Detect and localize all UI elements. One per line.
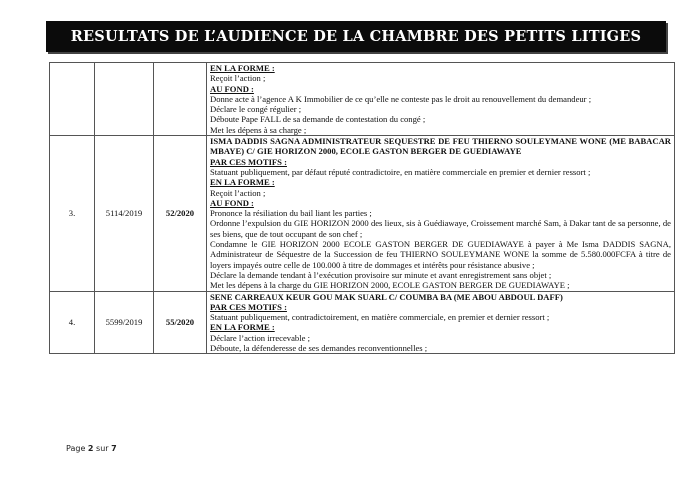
docket-number-cell [95, 63, 154, 136]
case-number-cell: 3. [50, 136, 95, 291]
ruling-line: Déclare l’action irrecevable ; [210, 332, 310, 343]
ruling-text-cell [207, 136, 675, 291]
ruling-line: Déclare le congé régulier ; [210, 104, 302, 115]
ruling-line: Reçoit l’action ; [210, 73, 266, 84]
table-row [50, 291, 675, 354]
table-row [50, 63, 675, 136]
ruling-line: Met les dépens à sa charge ; [210, 124, 307, 135]
ruling-line: Met les dépens à la charge du GIE HORIZON 2000, ECOLE GASTON BERGER DE GUEDIAWAYE ; [210, 280, 570, 291]
ruling-line: Déboute, la défenderesse de ses demandes reconventionnelles ; [210, 343, 428, 354]
ruling-section-heading: EN LA FORME : [210, 63, 275, 73]
ruling-line: Prononce la résiliation du bail liant les parties ; [210, 208, 372, 219]
results-table-body [50, 63, 675, 354]
ruling-line: Statuant publiquement, contradictoirement, en matière commerciale, en premier et dernier ressort ; [210, 312, 550, 323]
page-sep: sur [96, 444, 109, 453]
page-footer [66, 444, 117, 453]
ruling-section-heading: EN LA FORME : [210, 322, 275, 333]
page-label: Page [66, 444, 86, 453]
decision-number-cell: 52/2020 [154, 136, 207, 291]
docket-number-cell: 5599/2019 [95, 291, 154, 354]
ruling-section-heading: EN LA FORME : [210, 177, 275, 188]
ruling-line: Déboute Pape FALL de sa demande de contestation du congé ; [210, 114, 426, 125]
ruling-section-heading: PAR CES MOTIFS : [210, 156, 287, 167]
ruling-line: Condamne le GIE HORIZON 2000 ECOLE GASTON BERGER DE GUEDIAWAYE à payer à Me Isma DADDIS SAGNA, Administrateur de Séquestre de la Succession de feu THIERNO SOULEYMANE WONE la somme de 5.580.000FCFA à titre de loyers impayés outre celle de 100.000 à titre de dommages et intérêts pour résistance abusive ; [210, 239, 671, 270]
decision-number-cell [154, 63, 207, 136]
case-number-cell: 4. [50, 291, 95, 354]
ruling-text-cell [207, 63, 675, 136]
total-pages: 7 [111, 444, 117, 453]
ruling-line: Reçoit l’action ; [210, 187, 266, 198]
case-parties: SENE CARREAUX KEUR GOU MAK SUARL C/ COUMBA BA (ME ABOU ABDOUL DAFF) [210, 291, 563, 302]
ruling-line: Déclare la demande tendant à l’exécution provisoire sur minute et avant enregistrement sans objet ; [210, 269, 552, 280]
results-table [49, 62, 675, 354]
ruling-section-heading: AU FOND : [210, 83, 254, 94]
ruling-section-heading: AU FOND : [210, 197, 254, 208]
ruling-line: Ordonne l’expulsion du GIE HORIZON 2000 des lieux, sis à Guédiawaye, Croissement marché Sam, à Dakar tant de sa personne, de ses biens, que de tout occupant de son chef ; [210, 218, 671, 239]
ruling-line: Statuant publiquement, par défaut réputé contradictoire, en matière commerciale en premier et dernier ressort ; [210, 166, 591, 177]
case-number-cell [50, 63, 95, 136]
ruling-line: Donne acte à l’agence A K Immobilier de ce qu’elle ne conteste pas le droit au renouvellement du demandeur ; [210, 93, 592, 104]
docket-number-cell: 5114/2019 [95, 136, 154, 291]
current-page: 2 [87, 444, 94, 453]
case-parties: ISMA DADDIS SAGNA ADMINISTRATEUR SEQUESTRE DE FEU THIERNO SOULEYMANE WONE (ME BABACAR MBAYE) C/ GIE HORIZON 2000, ECOLE GASTON BERGER DE GUEDIAWAYE [210, 136, 671, 157]
table-row [50, 136, 675, 291]
decision-number-cell: 55/2020 [154, 291, 207, 354]
page-title: RESULTATS DE L’AUDIENCE DE LA CHAMBRE DES PETITS LITIGES [46, 21, 666, 52]
ruling-text-cell [207, 291, 675, 354]
ruling-section-heading: PAR CES MOTIFS : [210, 301, 287, 312]
